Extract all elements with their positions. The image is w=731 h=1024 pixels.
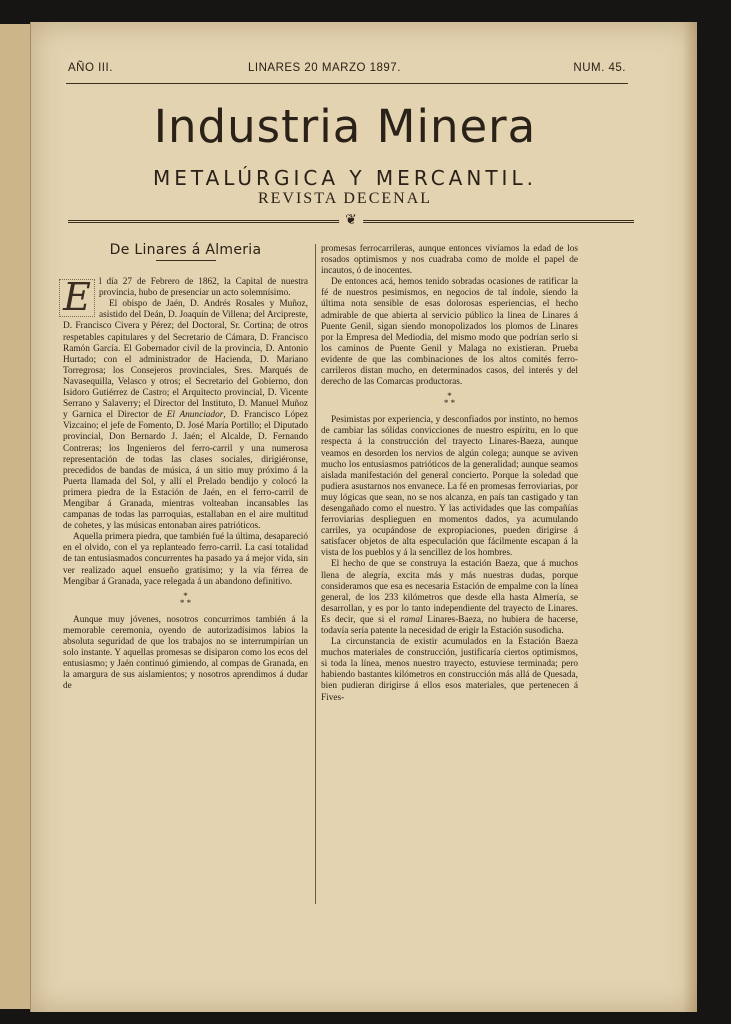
page-edge-shadow: [683, 22, 697, 1012]
article-paragraph: Pesimistas por experiencia, y desconfiados por instinto, no hemos de cambiar las sólidas convicciones de nuestro espíritu, en lo que respecta á la construcción del trayecto Linares-Baeza, aunque veamos en desorden los nervios de algún colega; aunque se aviven mucho los entusiasmos patrióticos de la generalidad; aunque seamos aislada manifestación del general concierto. Porque la soledad que pudiera asustarnos nos envanece. La fé en promesas ferroviarias, por muy lógicas que sean, no se nos alcanza, en país tan castigado y tan desengañado como el nuestro. Y las actividades que las compañías ferroviarias desplieguen en momentos dados, ya acumulando carriles, ya ocupándose de expropiaciones, pueden dirigirse á satisfacer objetos de alta especulación que fácilmente escapan á la vista de los pueblos y á la sencillez de los hombres.: [321, 415, 578, 559]
masthead-info: [68, 62, 626, 78]
issue-year: AÑO III.: [68, 62, 113, 74]
newspaper-title: Industria Minera: [153, 100, 537, 153]
issue-number: NUM. 45.: [573, 62, 626, 74]
masthead-rule: [66, 83, 628, 84]
article-paragraph: De entonces acá, hemos tenido sobradas ocasiones de ratificar la fé de nuestros pesimismos, en negocios de tal índole, siendo la última nota sensible de esas dolorosas esperiencias, el hecho admirable de que abierta al servicio público la linea de Linares á Puente Genil, sigan siendo monopolizados los plomos de Linares por la Empresa del Mediodia, del mismo modo que podrían serlo si los caminos de Puente Genil y Malaga no existieran. Prueba evidente de que las combinaciones de los altos comités ferro-carrileros distan mucho, en determinados casos, del interés y del derecho de las Comarcas productoras.: [321, 277, 578, 388]
place-date: LINARES 20 MARZO 1897.: [248, 62, 401, 74]
column-divider: [315, 244, 316, 904]
previous-page-edge: [0, 24, 32, 1009]
ornamental-divider: [62, 214, 640, 228]
article-title: De Linares á Almeria: [109, 242, 262, 258]
newspaper-subtitle: METALÚRGICA Y MERCANTIL.: [153, 166, 537, 190]
ornament-flourish-icon: ❦: [339, 212, 363, 229]
article-paragraph: La circunstancia de existir acumulados en la Estación Baeza muchos materiales de construcción, justificaría ciertos optimismos, si toda la línea, menos nuestro trayecto, estuviese terminada; pero habiendo bastantes kilómetros en construcción más allá de Quesada, bien pudieran dirigirse á ellos esos materiales, que pertenecen á Fives-: [321, 637, 578, 703]
article-left-column: [63, 244, 308, 692]
section-separator: * * *: [443, 391, 456, 409]
newspaper-tagline: REVISTA DECENAL: [257, 190, 433, 207]
article-paragraph: El obispo de Jaén, D. Andrés Rosales y Muñoz, asistido del Deán, D. Joaquín de Villena; del Arcipreste, D. Francisco Civera y Pérez; del Doctoral, Sr. Cortina; de otros respetables capitulares y del Secretario de Cámara, D. Francisco Ramón García. El Gobernador civil de la provincia, D. Antonio Hurtado; con el administrador de Hacienda, D. Mariano Torregrosa; los Consejeros provinciales, Sres. Marqués de Navasequilla, Velasco y otros; el Secretario del Gobierno, don Isidoro Gutiérrez de Castro; el Arquitecto provincial, D. Vicente Serrano y Salaverry; el Director del Instituto, D. Manuel Muñoz y Garnica el Director de El Anunciador, D. Francisco López Vizcaino; el jefe de Fomento, D. José María Portillo; el Diputado provincial, Don Bernardo J. Jaén; el Alcalde, D. Fernando Contreras; los Ingenieros del ferro-carril y una numerosa representación de todas las clases sociales, dirigiéronse, precedidos de bandas de música, á un sitio muy próximo á la Puerta llamada del Sol, y allí el Prelado bendijo y colocó la primera piedra de la Estación de Jaén, en el ferro-carril de Mengibar á Granada, mientras volteaban incansables las campanas de todas las parroquias, estallaban en el aire multitud de cohetes, y las músicas entonaban aires patrióticos.: [63, 299, 308, 532]
article-paragraph: El hecho de que se construya la estación Baeza, que á muchos llena de alegría, excita más y más nuestras dudas, porque consideramos que esa es necesaria Estación de empalme con la línea general, de los 233 kilómetros que desde ella hasta Almería, se desarrollan, y es por lo tanto independiente del trayecto de Linares. Es decir, que si el ramal Linares-Baeza, no hubiera de hacerse, todavía sería patente la necesidad de erigir la Estación susodicha.: [321, 559, 578, 636]
article-paragraph: Aquella primera piedra, que también fué la última, desapareció en el olvido, con el ya replanteado ferro-carril. La casi totalidad de tan entusiasmados concurrentes ha pasado ya á mejor vida, sin ver realizado aquel ensueño gratísimo; y la vía férrea de Mengibar á Granada, yace relegada á un abandono definitivo.: [63, 532, 308, 587]
title-rule: [156, 260, 216, 261]
article-paragraph: Aunque muy jóvenes, nosotros concurrimos también á la memorable ceremonia, oyendo de autorizadísimos labios la absoluta seguridad de que los trabajos no se interrumpirían un solo instante. Y aquellas promesas se disiparon como los ecos del entusiasmo; y Jaén continuó gimiendo, al compas de Granada, en la amargura de sus aislamientos; y nosotros aprendimos á dudar de: [63, 614, 308, 692]
article-paragraph: promesas ferrocarrileras, aunque entonces vivíamos la edad de los rosados optimismos y nos cuadraba como de molde el papel de incautos, ó de inocentes.: [321, 244, 578, 277]
section-separator: * * *: [179, 590, 192, 608]
dropcap-letter: E: [59, 279, 95, 317]
article-paragraph: E l día 27 de Febrero de 1862, la Capital de nuestra provincia, hubo de presenciar un acto solemnísimo.: [63, 277, 308, 299]
article-right-column: [321, 244, 578, 704]
